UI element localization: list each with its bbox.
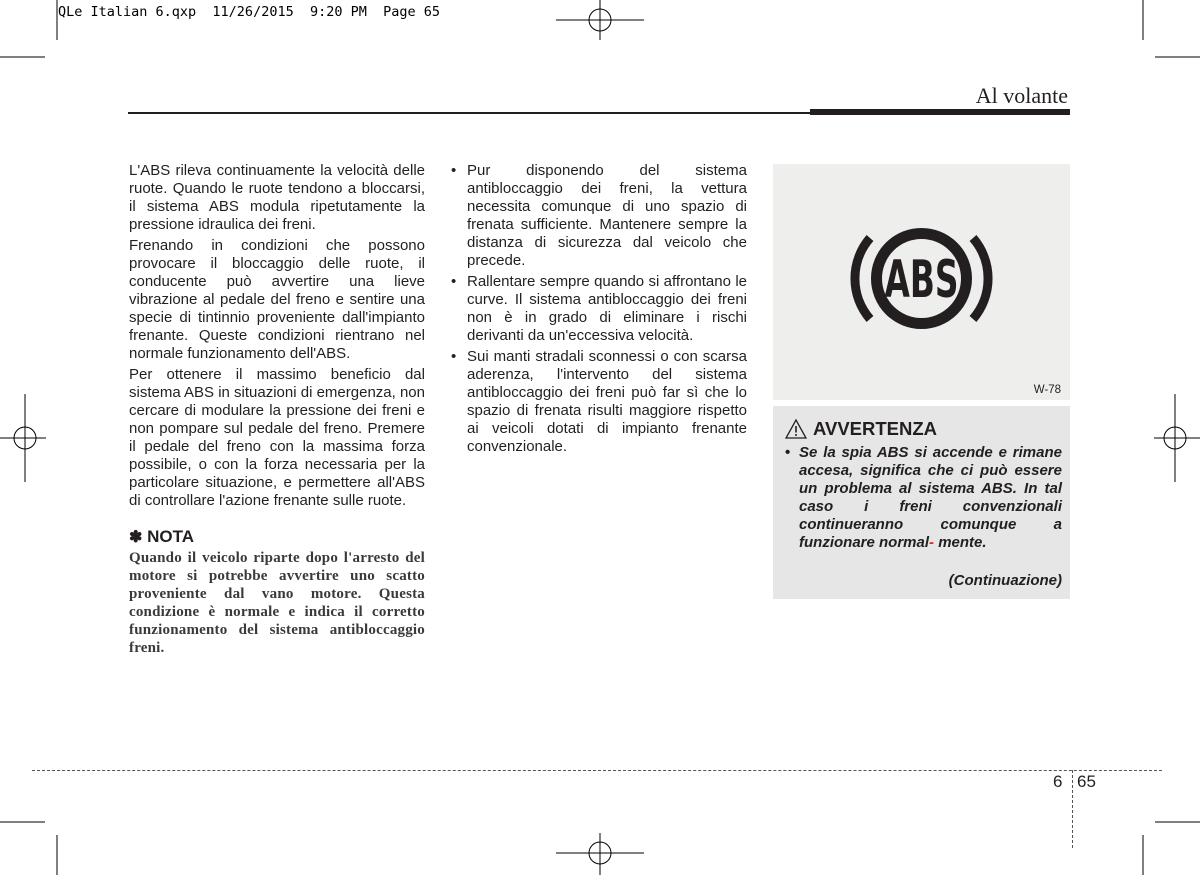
- header-rule-accent: [810, 109, 1070, 115]
- list-item: [451, 348, 747, 456]
- abs-icon-text: ABS: [884, 250, 959, 310]
- warning-heading: [785, 418, 937, 440]
- bullet-icon: •: [451, 348, 457, 365]
- abs-warning-light-icon: [849, 221, 994, 336]
- chapter-number: 6: [1053, 772, 1063, 791]
- paragraph: L'ABS rileva continuamente la velocità delle ruote. Quando le ruote tendono a bloccarsi, il sistema ABS modula ripetutamente la pressione idraulica dei freni.: [129, 162, 425, 233]
- footer-rule: [32, 770, 1162, 771]
- bullet-icon: •: [451, 162, 457, 179]
- nota-text: Quando il veicolo riparte dopo l'arresto del motore si potrebbe avvertire uno scatto proveniente dal vano motore. Questa condizione è normale e indica il corretto funzionamento del sistema antibloccaggio freni.: [129, 550, 425, 656]
- list-item-text: Sui manti stradali sconnessi o con scarsa aderenza, l'intervento del sistema antibloccaggio dei freni può far sì che lo spazio di frenata risulti maggiore rispetto ai veicoli dotati di impianto frenante convenzionale.: [467, 348, 747, 455]
- section-title: Al volante: [975, 83, 1068, 108]
- middle-column: [451, 162, 747, 459]
- page-number: 65: [1077, 772, 1096, 791]
- bullet-icon: •: [451, 273, 457, 290]
- warning-text-end: mente.: [938, 534, 987, 551]
- paragraph: Per ottenere il massimo beneficio dal sistema ABS in situazioni di emergenza, non cercare di modulare la pressione dei freni e non pompare sul pedale del freno. Premere il pedale del freno con la massima forza possibile, o con la forza necessaria per la particolare situazione, e permettere all'ABS di controllare l'azione frenante sulle ruote.: [129, 366, 425, 509]
- list-item: [451, 273, 747, 345]
- warning-text-main: Se la spia ABS si accende e rimane accesa, significa che ci può essere un problema al sistema ABS. In tal caso i freni convenzionali continueranno comunque a funzionare normal: [799, 444, 1062, 551]
- header-rule: [128, 112, 810, 114]
- hyphen-mark: -: [929, 534, 935, 551]
- footer-divider: [1072, 770, 1073, 848]
- warning-box: [773, 406, 1070, 599]
- paragraph: Frenando in condizioni che possono provocare il bloccaggio delle ruote, il conducente può avvertire una lieve vibrazione al pedale del freno e sentire una specie di tintinnio proveniente dall'impianto frenante. Queste condizioni rientrano nel normale funzionamento dell'ABS.: [129, 237, 425, 362]
- warning-title: AVVERTENZA: [813, 418, 938, 439]
- star-icon: ✽: [129, 529, 143, 546]
- figure-code: W-78: [1033, 384, 1061, 396]
- list-item-text: Pur disponendo del sistema antibloccaggio dei freni, la vettura necessita comunque di uno spazio di frenata sufficiente. Mantenere sempre la distanza di sicurezza dal veicolo che precede.: [467, 162, 747, 269]
- list-item-text: Rallentare sempre quando si affrontano le curve. Il sistema antibloccaggio dei freni non è in grado di eliminare i rischi derivanti da un'eccessiva velocità.: [467, 273, 747, 344]
- warning-text: [785, 444, 1062, 552]
- nota-heading: [129, 528, 425, 547]
- print-slug-line: QLe Italian 6.qxp 11/26/2015 9:20 PM Page 65: [58, 4, 441, 20]
- continuation-label: (Continuazione): [948, 572, 1062, 589]
- abs-figure: [773, 164, 1070, 400]
- warning-triangle-icon: [785, 419, 807, 439]
- list-item: [451, 162, 747, 270]
- left-column: [129, 162, 425, 657]
- nota-title: NOTA: [147, 527, 195, 546]
- bullet-icon: •: [785, 444, 791, 461]
- warning-paragraph: [785, 444, 1062, 552]
